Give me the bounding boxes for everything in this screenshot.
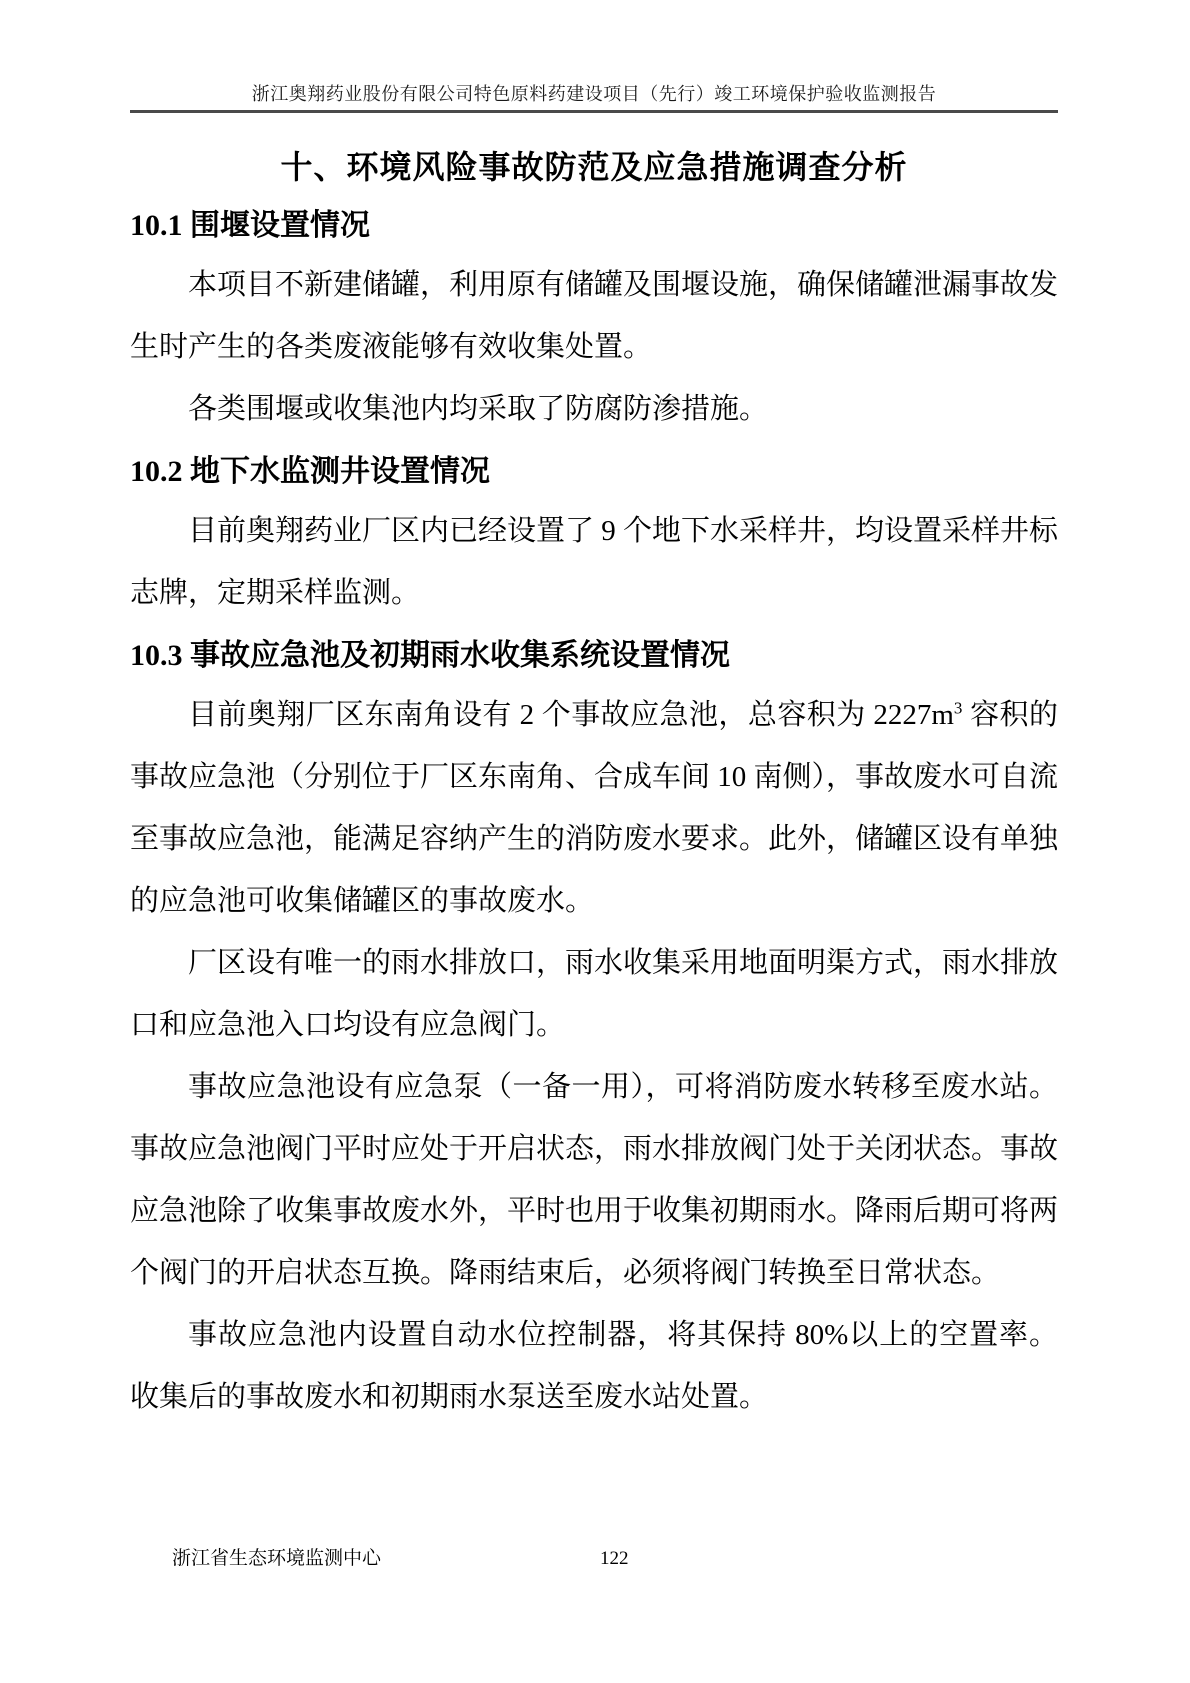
running-header-text: 浙江奥翔药业股份有限公司特色原料药建设项目（先行）竣工环境保护验收监测报告 [251,84,937,104]
cubic-meter-superscript: 3 [953,698,963,718]
paragraph-10-3-4: 事故应急池内设置自动水位控制器，将其保持 80%以上的空置率。收集后的事故废水和初期雨水泵送至废水站处置。 [130,1319,1058,1413]
chapter-title: 十、环境风险事故防范及应急措施调查分析 [280,149,908,185]
section-heading-10-3: 10.3 事故应急池及初期雨水收集系统设置情况 [130,639,730,672]
section-heading-10-2: 10.2 地下水监测井设置情况 [130,455,490,488]
header-divider [130,110,1058,113]
page-content [130,118,1058,1428]
paragraph-10-1-2: 各类围堰或收集池内均采取了防腐防渗措施。 [188,393,769,425]
paragraph-10-2-1: 目前奥翔药业厂区内已经设置了 9 个地下水采样井，均设置采样井标志牌，定期采样监测。 [130,515,1059,609]
paragraph-10-3-3: 事故应急池设有应急泵（一备一用），可将消防废水转移至废水站。事故应急池阀门平时应处于开启状态，雨水排放阀门处于关闭状态。事故应急池除了收集事故废水外，平时也用于收集初期雨水。降雨后期可将两个阀门的开启状态互换。降雨结束后，必须将阀门转换至日常状态。 [130,1071,1059,1289]
section-heading-10-1: 10.1 围堰设置情况 [130,209,370,242]
paragraph-10-3-1 [130,684,1058,932]
paragraph-10-3-2: 厂区设有唯一的雨水排放口，雨水收集采用地面明渠方式，雨水排放口和应急池入口均设有应急阀门。 [130,947,1059,1041]
paragraph-10-3-1-before-sup: 目前奥翔厂区东南角设有 2 个事故应急池，总容积为 2227m [188,699,954,731]
footer-organization: 浙江省生态环境监测中心 [172,1548,382,1569]
page-number: 122 [600,1548,629,1569]
paragraph-10-3-1-after-sup: 容积的事故应急池（分别位于厂区东南角、合成车间 10 南侧），事故废水可自流至事故应急池，能满足容纳产生的消防废水要求。此外，储罐区设有单独的应急池可收集储罐区的事故废水。 [130,699,1059,917]
paragraph-10-1-1: 本项目不新建储罐，利用原有储罐及围堰设施，确保储罐泄漏事故发生时产生的各类废液能够有效收集处置。 [130,269,1059,363]
